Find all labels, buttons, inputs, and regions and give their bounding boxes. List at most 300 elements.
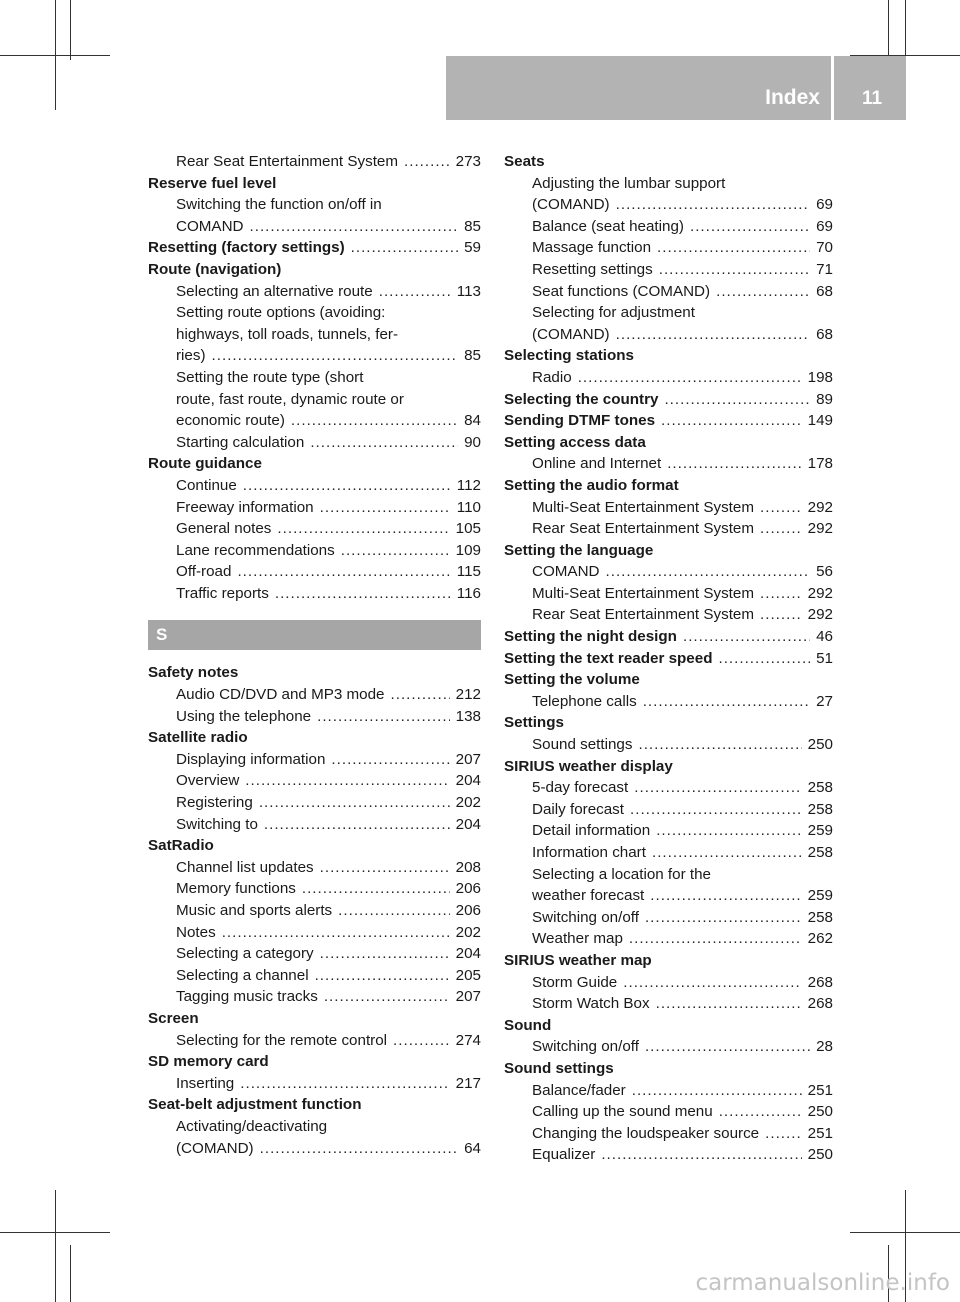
index-subentry [504, 734, 833, 756]
watermark: carmanualsonline.info [695, 1270, 950, 1296]
entry-text: General notes [176, 520, 272, 538]
index-subentry [148, 389, 481, 411]
page-reference: 68 [816, 282, 833, 300]
index-subentry [504, 216, 833, 238]
index-subentry [148, 986, 481, 1008]
index-subentry [148, 302, 481, 324]
header-divider [831, 56, 834, 120]
entry-text: economic route) [176, 412, 285, 430]
index-subentry [504, 194, 833, 216]
page-reference: 149 [807, 412, 833, 430]
leader-dots [656, 820, 801, 842]
index-subentry [148, 410, 481, 432]
index-subentry [148, 432, 481, 454]
leader-dots [760, 604, 802, 626]
index-subentry [504, 173, 833, 195]
index-subentry [504, 842, 833, 864]
index-subentry [504, 1101, 833, 1123]
entry-text: Off-road [176, 563, 232, 581]
page-reference: 292 [807, 498, 833, 516]
leader-dots [645, 1036, 810, 1058]
index-subentry [504, 561, 833, 583]
leader-dots [650, 885, 801, 907]
index-subentry [504, 1080, 833, 1102]
page-reference: 84 [464, 412, 481, 430]
entry-text: Seat-belt adjustment function [148, 1096, 362, 1114]
entry-text: Route (navigation) [148, 260, 282, 278]
index-entry [148, 453, 481, 475]
crop-mark [70, 1245, 71, 1302]
index-entry [504, 345, 833, 367]
index-subentry [504, 820, 833, 842]
index-subentry [504, 864, 833, 886]
leader-dots [250, 216, 459, 238]
leader-dots [320, 857, 450, 879]
page-reference: 258 [807, 800, 833, 818]
page-reference: 112 [456, 476, 481, 494]
entry-text: Balance/fader [532, 1081, 626, 1099]
index-entry [504, 151, 833, 173]
index-subentry [148, 878, 481, 900]
page-reference: 59 [464, 239, 481, 257]
entry-text: Switching the function on/off in [176, 196, 382, 214]
index-entry [148, 727, 481, 749]
index-subentry [148, 475, 481, 497]
index-subentry [148, 1116, 481, 1138]
leader-dots [683, 626, 810, 648]
leader-dots [578, 367, 802, 389]
index-entry [148, 259, 481, 281]
entry-text: Registering [176, 794, 253, 812]
index-entry [504, 389, 833, 411]
page-reference: 268 [807, 973, 833, 991]
entry-text: Multi-Seat Entertainment System [532, 584, 754, 602]
entry-text: Rear Seat Entertainment System [532, 520, 755, 538]
entry-text: Massage function [532, 239, 652, 257]
entry-text: Screen [148, 1009, 199, 1027]
entry-text: Sending DTMF tones [504, 412, 656, 430]
index-subentry [504, 259, 833, 281]
entry-text: Switching to [176, 815, 258, 833]
page-reference: 198 [807, 368, 833, 386]
page-reference: 205 [455, 966, 481, 984]
leader-dots [331, 749, 449, 771]
entry-text: Notes [176, 923, 216, 941]
index-subentry [148, 583, 481, 605]
page-reference: 250 [807, 1146, 833, 1164]
leader-dots [643, 691, 810, 713]
index-subentry [504, 993, 833, 1015]
entry-text: Setting access data [504, 433, 646, 451]
index-subentry [148, 281, 481, 303]
page-reference: 259 [807, 822, 833, 840]
leader-dots [291, 410, 458, 432]
leader-dots [338, 900, 450, 922]
index-subentry [504, 885, 833, 907]
entry-text: Resetting settings [532, 260, 653, 278]
entry-text: Equalizer [532, 1146, 596, 1164]
index-subentry [148, 1073, 481, 1095]
entry-text: Selecting an alternative route [176, 282, 373, 300]
entry-text: Displaying information [176, 750, 326, 768]
index-subentry [504, 691, 833, 713]
index-subentry [148, 151, 481, 173]
entry-text: Setting the volume [504, 671, 640, 689]
index-subentry [148, 194, 481, 216]
index-subentry [148, 561, 481, 583]
leader-dots [601, 1144, 801, 1166]
index-subentry [148, 1030, 481, 1052]
index-entry [148, 1094, 481, 1116]
entry-text: Setting the audio format [504, 476, 679, 494]
entry-text: Channel list updates [176, 858, 314, 876]
entry-text: Calling up the sound menu [532, 1103, 713, 1121]
entry-text: Online and Internet [532, 455, 662, 473]
entry-text: Safety notes [148, 664, 239, 682]
leader-dots [391, 684, 450, 706]
page-reference: 113 [456, 282, 481, 300]
leader-dots [638, 734, 801, 756]
index-subentry [504, 518, 833, 540]
index-subentry [504, 237, 833, 259]
page-title: Index [765, 86, 820, 109]
entry-text: Memory functions [176, 880, 296, 898]
entry-text: Traffic reports [176, 584, 269, 602]
leader-dots [320, 497, 451, 519]
leader-dots [240, 1073, 449, 1095]
leader-dots [623, 972, 801, 994]
page-reference: 89 [816, 390, 833, 408]
crop-mark [888, 0, 889, 60]
entry-text: Detail information [532, 822, 651, 840]
page-reference: 71 [816, 260, 833, 278]
index-entry [148, 173, 481, 195]
page-reference: 85 [464, 347, 481, 365]
index-entry [148, 835, 481, 857]
entry-text: Sound settings [532, 736, 633, 754]
index-subentry [148, 684, 481, 706]
leader-dots [690, 216, 810, 238]
page-reference: 115 [456, 563, 481, 581]
index-subentry [148, 922, 481, 944]
leader-dots [324, 986, 450, 1008]
section-header-s: S [148, 620, 481, 650]
index-entry [504, 756, 833, 778]
index-entry [504, 712, 833, 734]
entry-text: Adjusting the lumbar support [532, 174, 726, 192]
entry-text: weather forecast [532, 887, 645, 905]
page-reference: 206 [455, 902, 481, 919]
page-reference: 68 [816, 325, 833, 343]
page-reference: 258 [807, 779, 833, 797]
index-column-left [148, 151, 481, 1159]
index-subentry [148, 706, 481, 728]
page-reference: 85 [464, 217, 481, 235]
index-subentry [148, 814, 481, 836]
page-reference: 292 [807, 584, 833, 602]
index-group [504, 151, 833, 1166]
leader-dots [245, 770, 449, 792]
leader-dots [616, 324, 810, 346]
index-subentry [148, 770, 481, 792]
page-reference: 109 [455, 541, 481, 559]
page-reference: 258 [807, 844, 833, 861]
leader-dots [652, 842, 802, 864]
index-subentry [504, 799, 833, 821]
page-reference: 207 [455, 988, 481, 1006]
entry-text: Switching on/off [532, 1038, 639, 1056]
entry-text: Overview [176, 772, 240, 790]
entry-text: SatRadio [148, 837, 214, 855]
index-subentry [148, 518, 481, 540]
entry-text: Rear Seat Entertainment System [176, 153, 399, 170]
entry-text: Rear Seat Entertainment System [532, 606, 755, 624]
entry-text: SIRIUS weather display [504, 757, 673, 775]
index-subentry [148, 324, 481, 346]
entry-text: Activating/deactivating [176, 1117, 328, 1135]
entry-text: Tagging music tracks [176, 988, 318, 1006]
entry-text: (COMAND) [532, 325, 610, 343]
leader-dots [275, 583, 451, 605]
entry-text: Weather map [532, 930, 623, 948]
page-reference: 292 [807, 520, 833, 538]
entry-text: 5-day forecast [532, 779, 629, 797]
index-subentry [148, 943, 481, 965]
entry-text: Satellite radio [148, 729, 248, 747]
entry-text: Selecting a location for the [532, 865, 711, 883]
leader-dots [760, 518, 802, 540]
leader-dots [760, 583, 802, 605]
leader-dots [716, 281, 810, 303]
page-reference: 27 [816, 692, 833, 710]
leader-dots [212, 345, 459, 367]
entry-text: Selecting the country [504, 390, 659, 408]
entry-text: Settings [504, 714, 564, 732]
index-subentry [504, 928, 833, 950]
leader-dots [606, 561, 811, 583]
page-reference: 56 [816, 563, 833, 581]
page-reference: 178 [807, 455, 833, 473]
page-reference: 212 [455, 686, 481, 704]
entry-text: Lane recommendations [176, 541, 335, 559]
index-subentry [148, 749, 481, 771]
index-subentry [504, 907, 833, 929]
page-reference: 202 [455, 794, 481, 812]
entry-text: Reserve fuel level [148, 174, 277, 192]
page-reference: 69 [816, 196, 833, 214]
leader-dots [222, 922, 450, 944]
leader-dots [302, 878, 450, 900]
entry-text: route, fast route, dynamic route or [176, 390, 404, 408]
entry-text: Seats [504, 153, 545, 170]
index-entry [504, 669, 833, 691]
index-subentry [504, 583, 833, 605]
index-group [148, 151, 481, 604]
page-reference: 204 [455, 772, 481, 790]
index-entry [504, 1015, 833, 1037]
crop-mark [55, 0, 56, 110]
page-reference: 64 [464, 1139, 481, 1157]
page-reference: 250 [807, 1103, 833, 1121]
entry-text: Selecting a category [176, 945, 314, 963]
index-subentry [504, 324, 833, 346]
leader-dots [341, 540, 450, 562]
crop-mark [55, 1190, 56, 1302]
page-reference: 292 [807, 606, 833, 624]
index-entry [148, 237, 481, 259]
leader-dots [765, 1123, 802, 1145]
entry-text: Using the telephone [176, 707, 312, 725]
entry-text: Information chart [532, 844, 646, 861]
entry-text: Telephone calls [532, 692, 637, 710]
index-entry [504, 410, 833, 432]
page-reference: 207 [455, 750, 481, 768]
page-reference: 268 [807, 995, 833, 1013]
index-subentry [504, 367, 833, 389]
entry-text: Selecting stations [504, 347, 634, 365]
page-reference: 251 [807, 1081, 833, 1099]
page-reference: 110 [456, 498, 481, 516]
entry-text: Setting route options (avoiding: [176, 304, 386, 322]
page-reference: 105 [455, 520, 481, 538]
index-subentry [148, 497, 481, 519]
page-reference: 217 [455, 1074, 481, 1092]
leader-dots [664, 389, 810, 411]
page-reference: 46 [816, 628, 833, 646]
entry-text: Multi-Seat Entertainment System [532, 498, 754, 516]
index-entry [504, 626, 833, 648]
index-subentry [148, 345, 481, 367]
page-reference: 70 [816, 239, 833, 257]
entry-text: Freeway information [176, 498, 314, 516]
leader-dots [264, 814, 450, 836]
entry-text: Setting the route type (short [176, 368, 364, 386]
entry-text: Selecting for the remote control [176, 1031, 388, 1049]
entry-text: Setting the night design [504, 628, 677, 646]
page-reference: 90 [464, 433, 481, 451]
page-reference: 51 [816, 649, 833, 667]
entry-text: SIRIUS weather map [504, 951, 652, 969]
index-subentry [148, 857, 481, 879]
entry-text: Starting calculation [176, 433, 305, 451]
entry-text: Switching on/off [532, 908, 639, 926]
entry-text: COMAND [176, 217, 244, 235]
entry-text: Storm Guide [532, 973, 618, 991]
leader-dots [393, 1030, 450, 1052]
entry-text: Changing the loudspeaker source [532, 1124, 760, 1142]
index-subentry [148, 965, 481, 987]
leader-dots [310, 432, 458, 454]
entry-text: Inserting [176, 1074, 235, 1092]
leader-dots [243, 475, 451, 497]
leader-dots [719, 1101, 802, 1123]
index-subentry [148, 792, 481, 814]
leader-dots [351, 237, 458, 259]
page-reference: 208 [455, 858, 481, 876]
entry-text: Route guidance [148, 455, 262, 473]
crop-mark [70, 0, 71, 60]
page-reference: 258 [807, 908, 833, 926]
entry-text: Selecting for adjustment [532, 304, 695, 322]
entry-text: Balance (seat heating) [532, 217, 684, 235]
entry-text: COMAND [532, 563, 600, 581]
index-subentry [504, 281, 833, 303]
leader-dots [630, 799, 802, 821]
page-reference: 202 [455, 923, 481, 941]
index-subentry [504, 497, 833, 519]
page-header [446, 56, 906, 120]
leader-dots [317, 706, 450, 728]
index-entry [504, 648, 833, 670]
index-entry [504, 1058, 833, 1080]
index-subentry [504, 453, 833, 475]
leader-dots [259, 792, 450, 814]
entry-text: (COMAND) [532, 196, 610, 214]
leader-dots [667, 453, 801, 475]
index-subentry [504, 1036, 833, 1058]
leader-dots [659, 259, 810, 281]
entry-text: Seat functions (COMAND) [532, 282, 711, 300]
leader-dots [760, 497, 802, 519]
entry-text: Continue [176, 476, 237, 494]
index-subentry [504, 1123, 833, 1145]
entry-text: Radio [532, 368, 572, 386]
leader-dots [718, 648, 810, 670]
index-subentry [504, 972, 833, 994]
page-reference: 273 [455, 153, 481, 170]
index-group [148, 662, 481, 1159]
page-reference: 262 [807, 930, 833, 948]
entry-text: Resetting (factory settings) [148, 239, 345, 257]
entry-text: highways, toll roads, tunnels, fer- [176, 325, 399, 343]
index-entry [504, 950, 833, 972]
entry-text: Sound [504, 1016, 552, 1034]
leader-dots [260, 1138, 458, 1160]
index-column-right [504, 151, 833, 1166]
entry-text: Setting the language [504, 541, 654, 559]
index-entry [504, 475, 833, 497]
leader-dots [379, 281, 451, 303]
entry-text: Setting the text reader speed [504, 649, 713, 667]
page-reference: 28 [816, 1038, 833, 1056]
index-subentry [148, 540, 481, 562]
page-reference: 259 [807, 887, 833, 905]
page-reference: 204 [455, 945, 481, 963]
index-entry [148, 662, 481, 684]
leader-dots [277, 518, 449, 540]
page-reference: 206 [455, 880, 481, 898]
page-reference: 251 [807, 1124, 833, 1142]
entry-text: Music and sports alerts [176, 902, 333, 919]
page-reference: 250 [807, 736, 833, 754]
index-subentry [504, 302, 833, 324]
page-reference: 116 [456, 584, 481, 602]
leader-dots [656, 993, 802, 1015]
entry-text: SD memory card [148, 1053, 269, 1071]
index-entry [148, 1051, 481, 1073]
leader-dots [632, 1080, 802, 1102]
entry-text: Daily forecast [532, 800, 625, 818]
leader-dots [634, 777, 801, 799]
page-reference: 204 [455, 815, 481, 833]
entry-text: Selecting a channel [176, 966, 309, 984]
page-reference: 69 [816, 217, 833, 235]
index-entry [504, 540, 833, 562]
leader-dots [315, 965, 450, 987]
index-subentry [148, 1138, 481, 1160]
leader-dots [404, 151, 450, 173]
index-entry [504, 432, 833, 454]
